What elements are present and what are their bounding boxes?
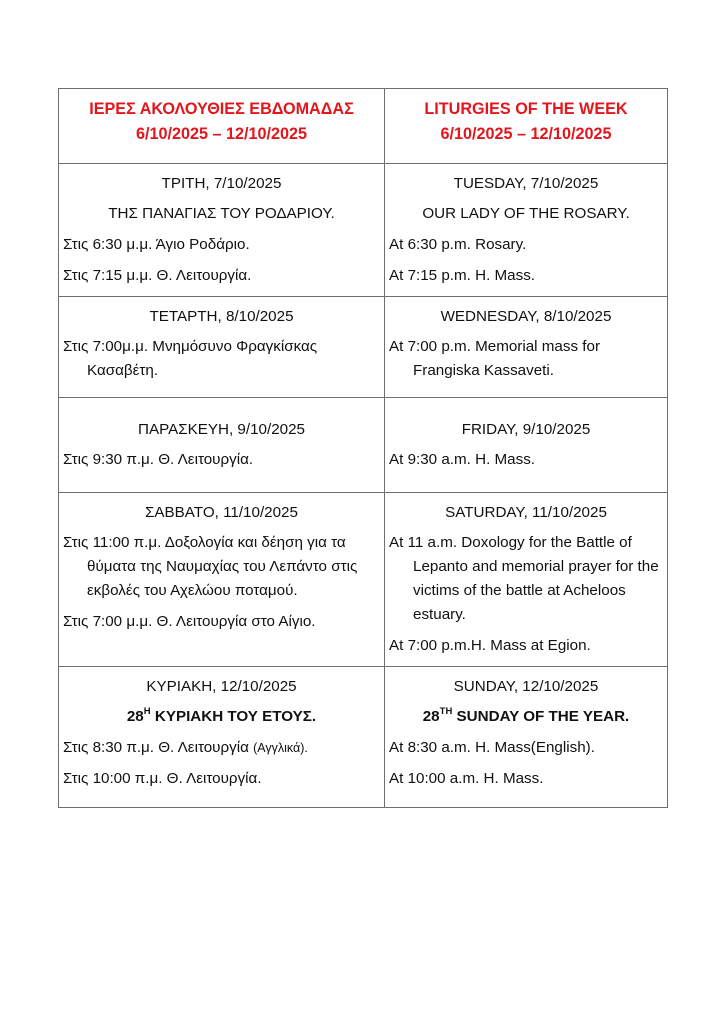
greek-title: ΙΕΡΕΣ ΑΚΟΛΟΥΘΙΕΣ ΕΒΔΟΜΑΔΑΣ	[89, 100, 354, 118]
language-note: (Αγγλικά).	[253, 741, 308, 755]
day-heading: WEDNESDAY, 8/10/2025	[440, 308, 612, 325]
feast-text: ΚΥΡΙΑΚΗ ΤΟΥ ΕΤΟΥΣ.	[150, 708, 317, 725]
day-heading: SUNDAY, 12/10/2025	[453, 678, 599, 695]
liturgy-schedule-table	[58, 88, 668, 808]
feast-title: OUR LADY OF THE ROSARY.	[422, 205, 630, 222]
service-entry: At 11 a.m. Doxology for the Battle of Lepanto and memorial prayer for the victims of the battle at Acheloos estuary.	[389, 534, 659, 623]
english-header-cell	[385, 89, 668, 164]
service-entry: At 10:00 a.m. H. Mass.	[389, 770, 544, 787]
saturday-row	[59, 493, 668, 667]
day-heading: SATURDAY, 11/10/2025	[445, 504, 607, 521]
ordinal-suffix: TH	[439, 705, 453, 717]
sunday-row	[59, 667, 668, 808]
day-heading: ΤΡΙΤΗ, 7/10/2025	[161, 175, 282, 192]
service-entry: Στις 7:00 μ.μ. Θ. Λειτουργία στο Αίγιο.	[63, 613, 316, 630]
friday-greek-cell	[59, 398, 385, 493]
friday-row	[59, 398, 668, 493]
service-entry: At 7:00 p.m.H. Mass at Egion.	[389, 637, 591, 654]
service-entry: Στις 10:00 π.μ. Θ. Λειτουργία.	[63, 770, 262, 787]
feast-text: SUNDAY OF THE YEAR.	[452, 708, 630, 725]
service-entry: At 8:30 a.m. H. Mass(English).	[389, 739, 595, 756]
tuesday-greek-cell	[59, 164, 385, 297]
day-heading: TUESDAY, 7/10/2025	[453, 175, 599, 192]
feast-number: 28	[126, 708, 144, 725]
service-entry: At 6:30 p.m. Rosary.	[389, 236, 527, 253]
service-entry-text: Στις 8:30 π.μ. Θ. Λειτουργία	[63, 739, 254, 756]
english-date-range: 6/10/2025 – 12/10/2025	[440, 125, 612, 143]
service-entry: Στις 11:00 π.μ. Δοξολογία και δέηση για τα θύματα της Ναυμαχίας του Λεπάντο στις εκβολές του Αχελώου ποταμού.	[63, 534, 358, 599]
service-entry: At 7:00 p.m. Memorial mass for Frangiska Kassaveti.	[389, 338, 601, 379]
service-entry: Στις 9:30 π.μ. Θ. Λειτουργία.	[63, 451, 254, 468]
sunday-greek-cell	[59, 667, 385, 808]
service-entry	[63, 736, 380, 760]
tuesday-row	[59, 164, 668, 297]
wednesday-english-cell	[385, 297, 668, 398]
feast-number: 28	[422, 708, 440, 725]
header-row	[59, 89, 668, 164]
sunday-english-cell	[385, 667, 668, 808]
service-entry: Στις 6:30 μ.μ. Άγιο Ροδάριο.	[63, 236, 250, 253]
service-entry: Στις 7:00μ.μ. Μνημόσυνο Φραγκίσκας Κασαβέτη.	[63, 338, 318, 379]
wednesday-row	[59, 297, 668, 398]
feast-title	[63, 705, 380, 729]
day-heading: ΣΑΒΒΑΤΟ, 11/10/2025	[145, 504, 298, 521]
ordinal-suffix: Η	[143, 705, 151, 717]
day-heading: FRIDAY, 9/10/2025	[461, 421, 591, 438]
service-entry: Στις 7:15 μ.μ. Θ. Λειτουργία.	[63, 267, 252, 284]
feast-title	[389, 705, 663, 729]
day-heading: ΠΑΡΑΣΚΕΥΗ, 9/10/2025	[138, 421, 305, 438]
greek-date-range: 6/10/2025 – 12/10/2025	[135, 125, 308, 143]
tuesday-english-cell	[385, 164, 668, 297]
saturday-english-cell	[385, 493, 668, 667]
greek-header-cell	[59, 89, 385, 164]
service-entry: At 7:15 p.m. H. Mass.	[389, 267, 536, 284]
service-entry: At 9:30 a.m. H. Mass.	[389, 451, 536, 468]
friday-english-cell	[385, 398, 668, 493]
saturday-greek-cell	[59, 493, 385, 667]
feast-title: ΤΗΣ ΠΑΝΑΓΙΑΣ ΤΟΥ ΡΟΔΑΡΙΟΥ.	[108, 205, 335, 222]
wednesday-greek-cell	[59, 297, 385, 398]
day-heading: ΤΕΤΑΡΤΗ, 8/10/2025	[149, 308, 294, 325]
english-title: LITURGIES OF THE WEEK	[424, 100, 628, 118]
day-heading: ΚΥΡΙΑΚΗ, 12/10/2025	[146, 678, 297, 695]
